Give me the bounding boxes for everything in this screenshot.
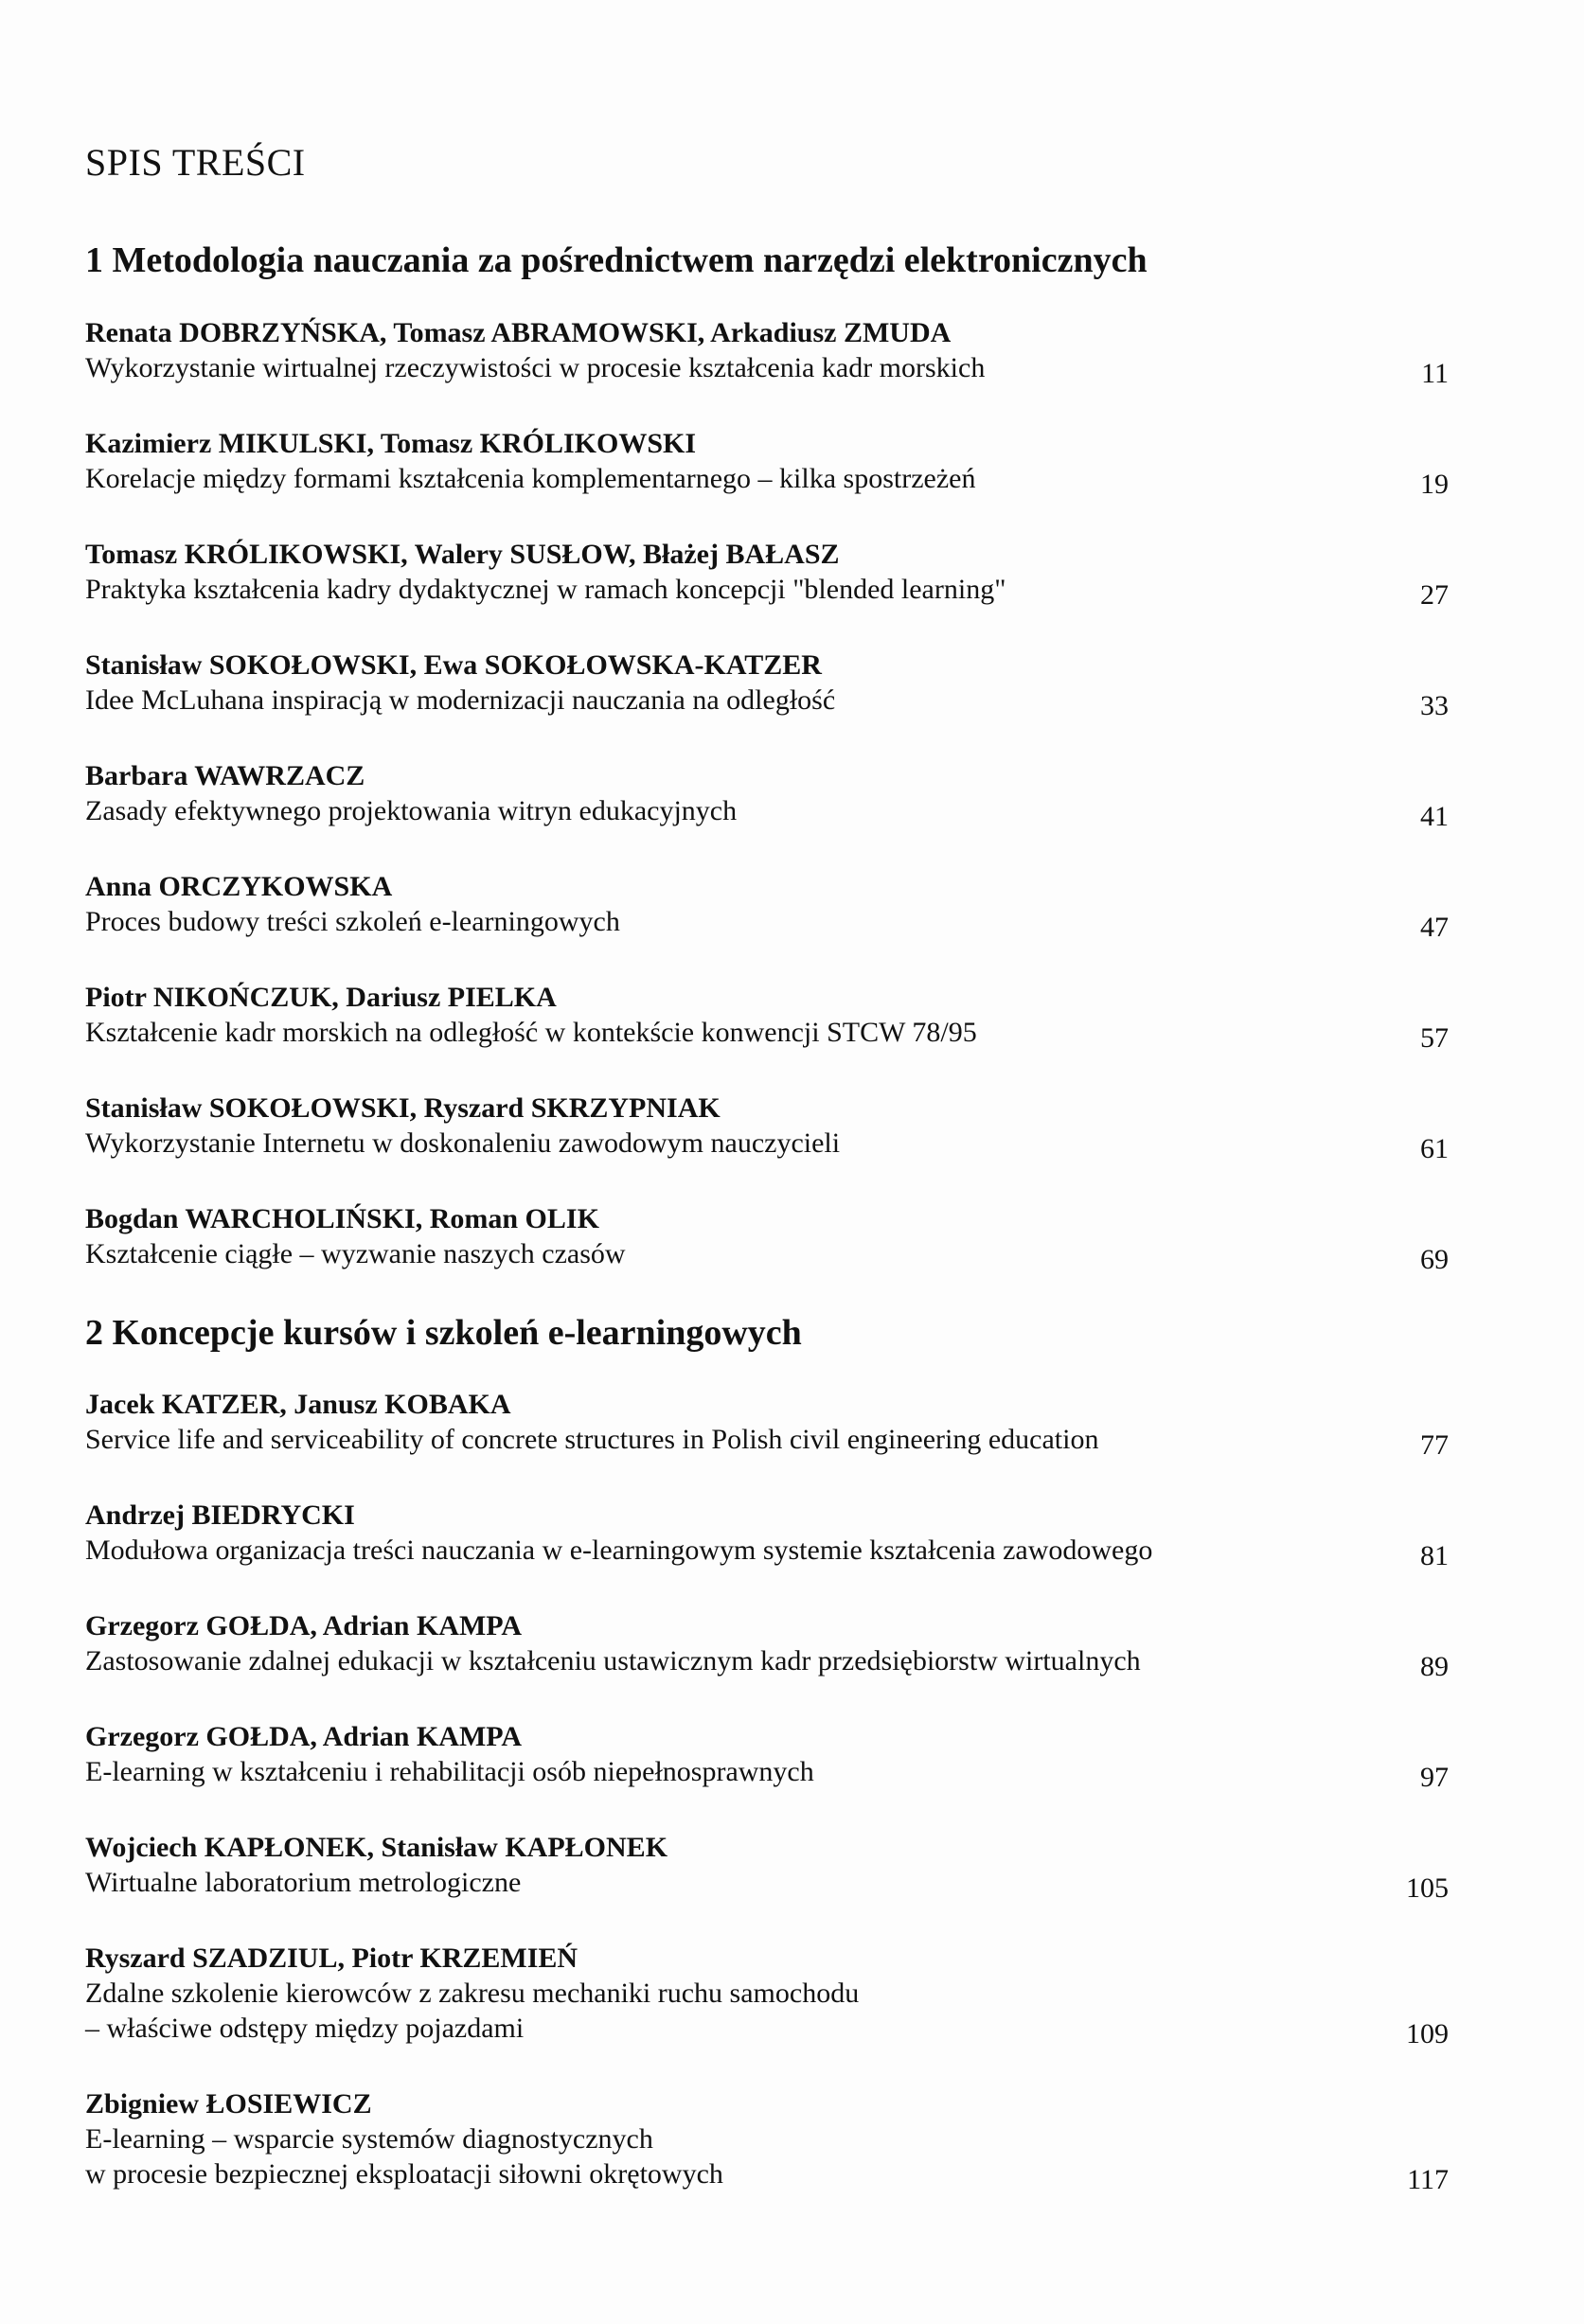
entry-title-line: E-learning w kształceniu i rehabilitacji osób niepełnosprawnych bbox=[85, 1756, 814, 1788]
entry-title bbox=[85, 904, 620, 939]
entry-title bbox=[85, 1643, 1141, 1678]
entry-title-row bbox=[85, 1126, 1449, 1164]
entry-title-line: Zdalne szkolenie kierowców z zakresu mechaniki ruchu samochodu bbox=[85, 1978, 860, 2010]
toc-entry bbox=[85, 427, 1449, 500]
entry-title bbox=[85, 1976, 859, 2046]
toc-entry bbox=[85, 1831, 1449, 1905]
entry-title bbox=[85, 1754, 814, 1789]
entry-title bbox=[85, 1015, 977, 1050]
entry-authors: Ryszard SZADZIUL, Piotr KRZEMIEŃ bbox=[85, 1943, 578, 1975]
entry-title-row bbox=[85, 1643, 1449, 1683]
entry-page-number: 33 bbox=[1420, 689, 1449, 721]
entry-authors: Wojciech KAPŁONEK, Stanisław KAPŁONEK bbox=[85, 1832, 668, 1864]
entry-page-number: 81 bbox=[1420, 1540, 1449, 1572]
entry-title-line: Korelacje między formami kształcenia komplementarnego – kilka spostrzeżeń bbox=[85, 462, 976, 494]
entry-authors: Barbara WAWRZACZ bbox=[85, 759, 365, 791]
entry-title bbox=[85, 1865, 521, 1900]
entry-title-row bbox=[85, 350, 1449, 389]
entry-title bbox=[85, 1236, 626, 1271]
toc-entry bbox=[85, 1499, 1449, 1572]
entry-authors: Stanisław SOKOŁOWSKI, Ewa SOKOŁOWSKA-KATZER bbox=[85, 648, 822, 681]
entry-title-line: Service life and serviceability of concrete structures in Polish civil engineering education bbox=[85, 1424, 1099, 1456]
entry-title bbox=[85, 350, 985, 385]
entry-title bbox=[85, 793, 737, 828]
entry-authors: Grzegorz GOŁDA, Adrian KAMPA bbox=[85, 1610, 523, 1642]
entry-page-number: 19 bbox=[1420, 468, 1449, 500]
entry-title bbox=[85, 2121, 723, 2191]
entry-page-number: 105 bbox=[1406, 1872, 1449, 1905]
entry-title-line: Modułowa organizacja treści nauczania w e-learningowym systemie kształcenia zawodowego bbox=[85, 1535, 1153, 1567]
entry-title-row bbox=[85, 1865, 1449, 1905]
entry-title-row bbox=[85, 1015, 1449, 1054]
toc-entry bbox=[85, 1388, 1449, 1462]
entry-title-line: E-learning – wsparcie systemów diagnostycznych bbox=[85, 2123, 653, 2155]
entry-title-line: – właściwe odstępy między pojazdami bbox=[85, 2013, 525, 2045]
entry-title-row bbox=[85, 461, 1449, 500]
entry-title bbox=[85, 572, 1006, 607]
toc-entry bbox=[85, 1720, 1449, 1794]
entry-title-line: Zasady efektywnego projektowania witryn edukacyjnych bbox=[85, 794, 738, 826]
entry-title-row bbox=[85, 683, 1449, 721]
toc-entry bbox=[85, 981, 1449, 1054]
entry-authors: Grzegorz GOŁDA, Adrian KAMPA bbox=[85, 1721, 523, 1753]
entry-page-number: 11 bbox=[1421, 357, 1449, 389]
entry-authors: Bogdan WARCHOLIŃSKI, Roman OLIK bbox=[85, 1202, 599, 1234]
entry-page-number: 69 bbox=[1420, 1243, 1449, 1275]
entry-title-row bbox=[85, 572, 1449, 611]
toc-entry bbox=[85, 648, 1449, 721]
page-title: SPIS TREŚCI bbox=[85, 141, 306, 184]
entry-title-row bbox=[85, 793, 1449, 832]
entry-page-number: 47 bbox=[1420, 911, 1449, 943]
entry-title-line: Wykorzystanie wirtualnej rzeczywistości w procesie kształcenia kadr morskich bbox=[85, 351, 986, 383]
entry-title-line: Praktyka kształcenia kadry dydaktycznej w ramach koncepcji "blended learning" bbox=[85, 573, 1006, 605]
entry-page-number: 97 bbox=[1420, 1762, 1449, 1794]
entry-title-row bbox=[85, 1976, 1449, 2050]
entry-authors: Anna ORCZYKOWSKA bbox=[85, 870, 393, 902]
entry-page-number: 41 bbox=[1420, 800, 1449, 832]
entry-page-number: 109 bbox=[1406, 2018, 1449, 2050]
entry-title-line: Kształcenie kadr morskich na odległość w kontekście konwencji STCW 78/95 bbox=[85, 1016, 977, 1048]
section-heading: 1 Metodologia nauczania za pośrednictwem narzędzi elektronicznych bbox=[85, 240, 1148, 280]
entry-authors: Stanisław SOKOŁOWSKI, Ryszard SKRZYPNIAK bbox=[85, 1091, 721, 1124]
toc-section bbox=[85, 1312, 1449, 2196]
entry-title-row bbox=[85, 1236, 1449, 1275]
entry-title-line: Wykorzystanie Internetu w doskonaleniu zawodowym nauczycieli bbox=[85, 1127, 841, 1159]
toc-sections bbox=[85, 240, 1449, 2196]
entry-title-line: Idee McLuhana inspiracją w modernizacji nauczania na odległość bbox=[85, 683, 836, 716]
entry-title-line: Zastosowanie zdalnej edukacji w kształceniu ustawicznym kadr przedsiębiorstw wirtualnych bbox=[85, 1645, 1141, 1677]
table-of-contents bbox=[85, 142, 1449, 2233]
toc-entry bbox=[85, 538, 1449, 611]
entry-title-line: Proces budowy treści szkoleń e-learningowych bbox=[85, 905, 620, 937]
entry-page-number: 57 bbox=[1420, 1021, 1449, 1054]
entry-authors: Zbigniew ŁOSIEWICZ bbox=[85, 2088, 372, 2120]
entry-title-row bbox=[85, 2121, 1449, 2196]
entry-page-number: 89 bbox=[1420, 1651, 1449, 1683]
toc-entry bbox=[85, 1609, 1449, 1683]
entry-page-number: 117 bbox=[1407, 2164, 1449, 2196]
toc-entry bbox=[85, 1091, 1449, 1164]
entry-page-number: 27 bbox=[1420, 578, 1449, 611]
entry-authors: Andrzej BIEDRYCKI bbox=[85, 1499, 355, 1532]
entry-authors: Tomasz KRÓLIKOWSKI, Walery SUSŁOW, Błażej BAŁASZ bbox=[85, 538, 840, 570]
entry-title-row bbox=[85, 1422, 1449, 1462]
entry-title bbox=[85, 1126, 840, 1161]
toc-entry bbox=[85, 1942, 1449, 2050]
section-heading: 2 Koncepcje kursów i szkoleń e-learningowych bbox=[85, 1312, 802, 1353]
entry-title-row bbox=[85, 1754, 1449, 1794]
toc-entry bbox=[85, 2087, 1449, 2196]
entry-title-line: w procesie bezpiecznej eksploatacji siłowni okrętowych bbox=[85, 2158, 723, 2191]
toc-entry bbox=[85, 870, 1449, 943]
entry-title-row bbox=[85, 1533, 1449, 1572]
entry-title bbox=[85, 1533, 1152, 1568]
entry-title-row bbox=[85, 904, 1449, 943]
entry-authors: Jacek KATZER, Janusz KOBAKA bbox=[85, 1389, 511, 1421]
entry-page-number: 61 bbox=[1420, 1132, 1449, 1164]
entry-authors: Piotr NIKOŃCZUK, Dariusz PIELKA bbox=[85, 981, 557, 1013]
entry-authors: Kazimierz MIKULSKI, Tomasz KRÓLIKOWSKI bbox=[85, 427, 697, 459]
entry-title-line: Kształcenie ciągłe – wyzwanie naszych czasów bbox=[85, 1237, 626, 1269]
toc-section bbox=[85, 240, 1449, 1275]
entry-title bbox=[85, 1422, 1098, 1457]
entry-title bbox=[85, 683, 835, 718]
entry-title-line: Wirtualne laboratorium metrologiczne bbox=[85, 1867, 522, 1899]
toc-entry bbox=[85, 1202, 1449, 1275]
entry-authors: Renata DOBRZYŃSKA, Tomasz ABRAMOWSKI, Arkadiusz ZMUDA bbox=[85, 316, 952, 348]
entry-title bbox=[85, 461, 975, 496]
toc-entry bbox=[85, 316, 1449, 389]
entry-page-number: 77 bbox=[1420, 1429, 1449, 1462]
toc-entry bbox=[85, 759, 1449, 832]
